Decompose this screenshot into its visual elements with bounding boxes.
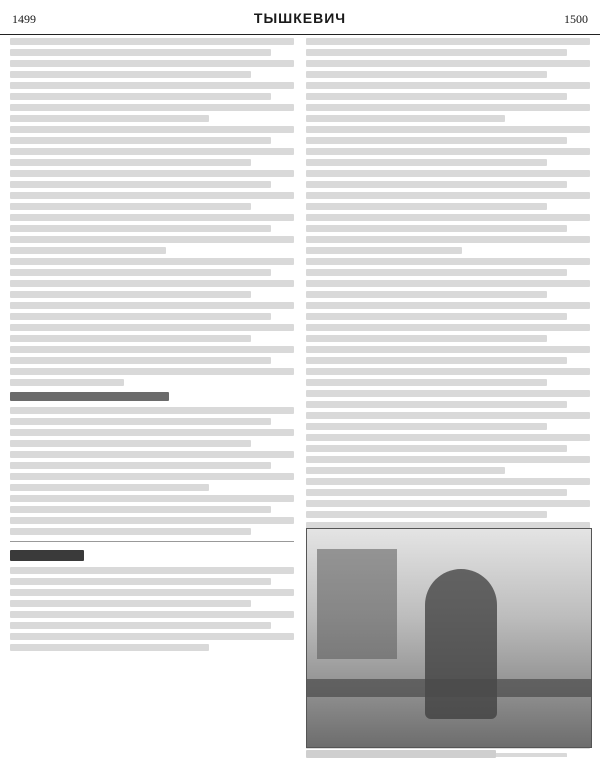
page-header	[0, 0, 600, 35]
text-block-left-1	[10, 38, 294, 386]
photo-caption-bar	[306, 750, 496, 758]
running-title: ТЫШКЕВИЧ	[253, 10, 347, 26]
text-block-left-2	[10, 407, 294, 535]
text-block-left-3	[10, 567, 294, 651]
archival-photo	[306, 528, 592, 748]
photo-table-shape	[307, 679, 591, 697]
section-heading-bar	[10, 392, 169, 401]
left-column	[10, 38, 294, 757]
entry-headword-bar	[10, 550, 84, 561]
page-number-left: 1499	[12, 12, 36, 26]
page-number-right: 1500	[564, 12, 588, 26]
section-divider	[10, 541, 294, 542]
photo-frame-shape	[317, 549, 397, 659]
